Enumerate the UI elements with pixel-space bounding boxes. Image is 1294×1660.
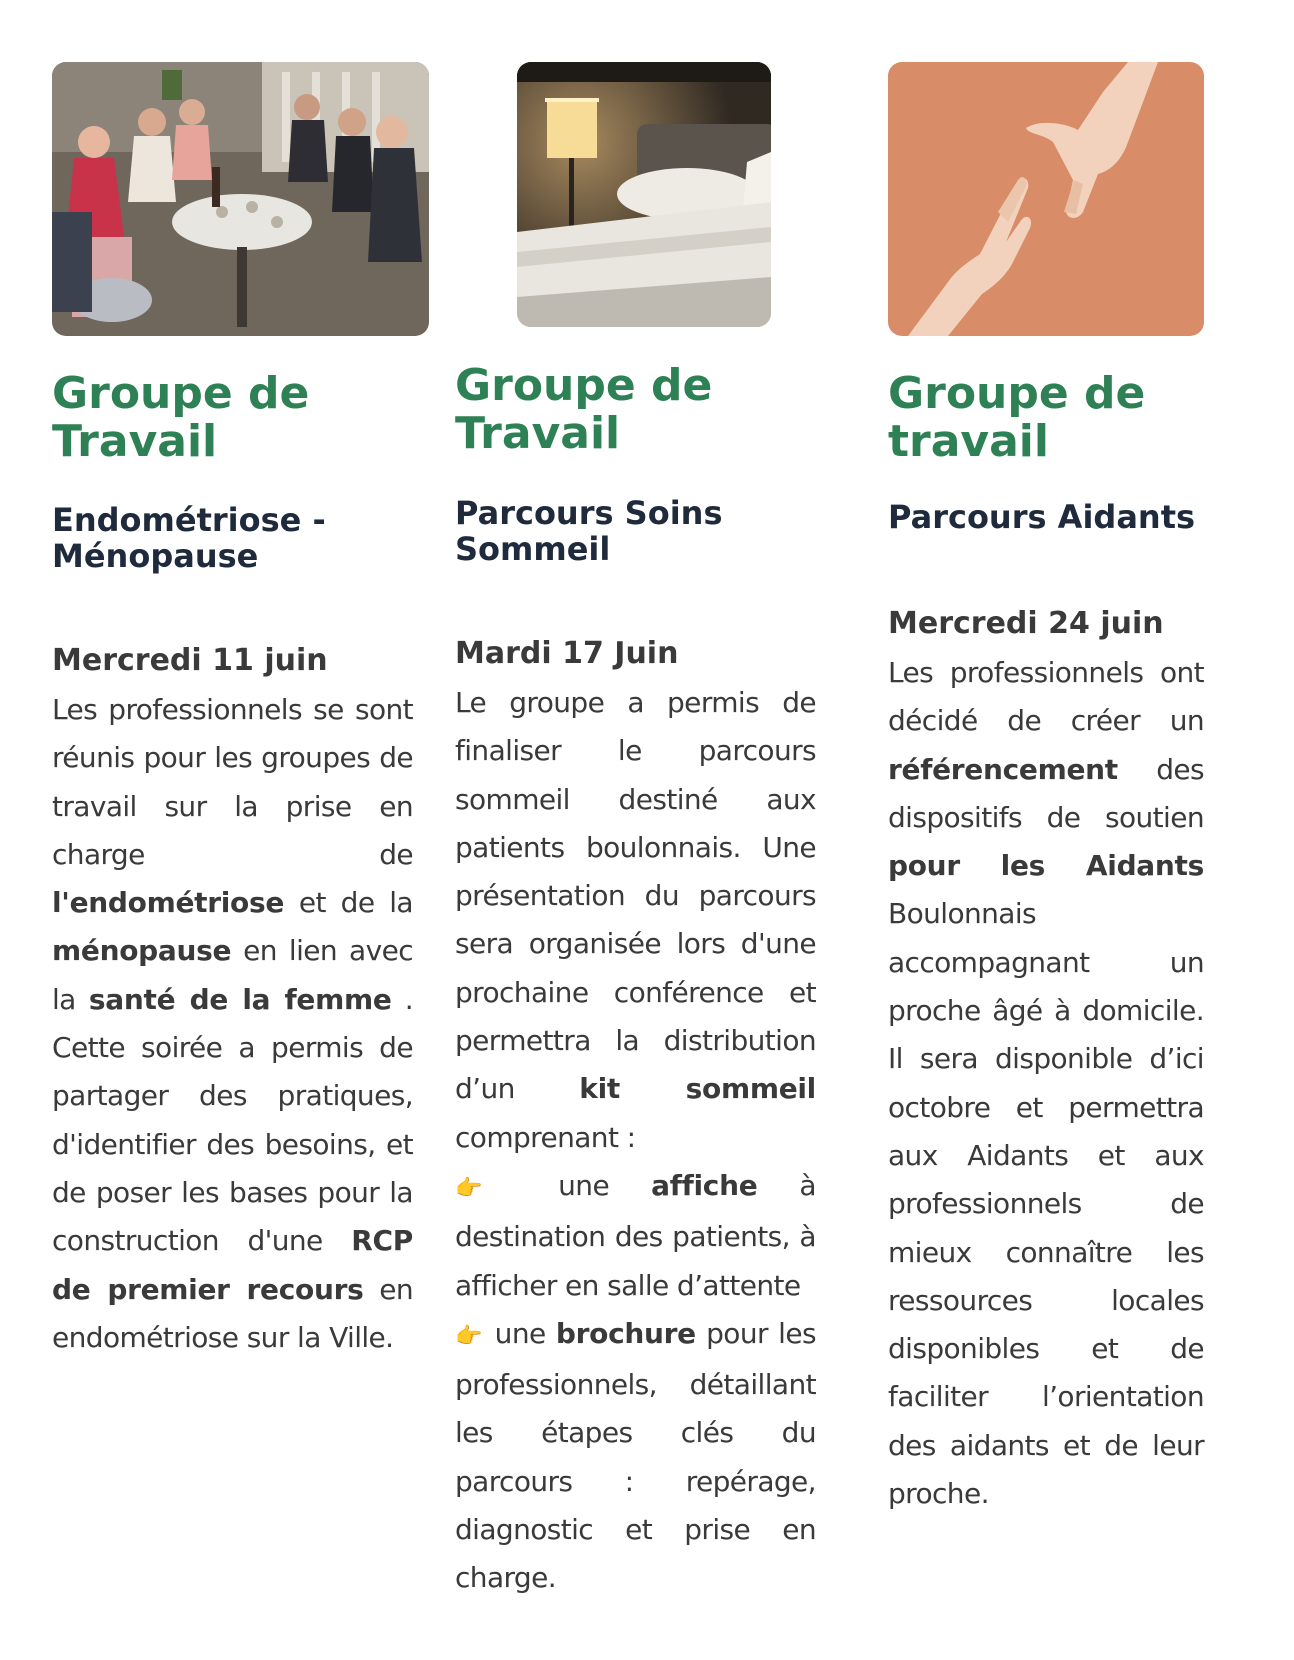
card-title: Groupe de travail <box>888 368 1146 467</box>
pointing-hand-icon: 👉 <box>455 1323 485 1349</box>
card-date: Mercredi 24 juin <box>888 606 1164 641</box>
card-subtitle: Endométriose - Ménopause <box>52 501 326 575</box>
helping-hands-image <box>888 62 1204 336</box>
bed-lamp-image <box>517 62 771 327</box>
card-date: Mercredi 11 juin <box>52 643 328 678</box>
card-title: Groupe de Travail <box>455 360 713 459</box>
card-photo-hands <box>888 62 1204 336</box>
card-subtitle: Parcours Aidants <box>888 498 1196 536</box>
card-subtitle: Parcours Soins Sommeil <box>455 494 723 568</box>
card-title: Groupe de Travail <box>52 368 310 467</box>
card-body: Les professionnels ont décidé de créer un référencement des dispositifs de soutien pour les Aidants Boulonnais accompagnant un proche âgé à domicile. Il sera disponible d’ici octobre et permettra aux Aidants et aux professionnels de mieux connaître les ressources locales disponibles et de faciliter l’orientation des aidants et de leur proche. <box>888 656 1204 1511</box>
card-photo-group-meeting <box>52 62 429 336</box>
card-photo-bed <box>517 62 771 327</box>
pointing-hand-icon: 👉 <box>455 1175 517 1201</box>
card-body: Le groupe a permis de finaliser le parcours sommeil destiné aux patients boulonnais. Une présentation du parcours sera organisée lors d'une prochaine conférence et permettra la distribution d’un kit sommeil comprenant : 👉 une affiche à destination des patients, à afficher en salle d’attente 👉 une brochure pour les professionnels, détaillant les étapes clés du parcours : repérage, diagnostic et prise en charge. <box>455 686 816 1595</box>
group-meeting-image <box>52 62 429 336</box>
card-date: Mardi 17 Juin <box>455 636 679 671</box>
card-body: Les professionnels se sont réunis pour les groupes de travail sur la prise en charge de l'endométriose et de la ménopause en lien avec la santé de la femme . Cette soirée a permis de partager des pratiques, d'identifier des besoins, et de poser les bases pour la construction d'une RCP de premier recours en endométriose sur la Ville. <box>52 693 414 1354</box>
